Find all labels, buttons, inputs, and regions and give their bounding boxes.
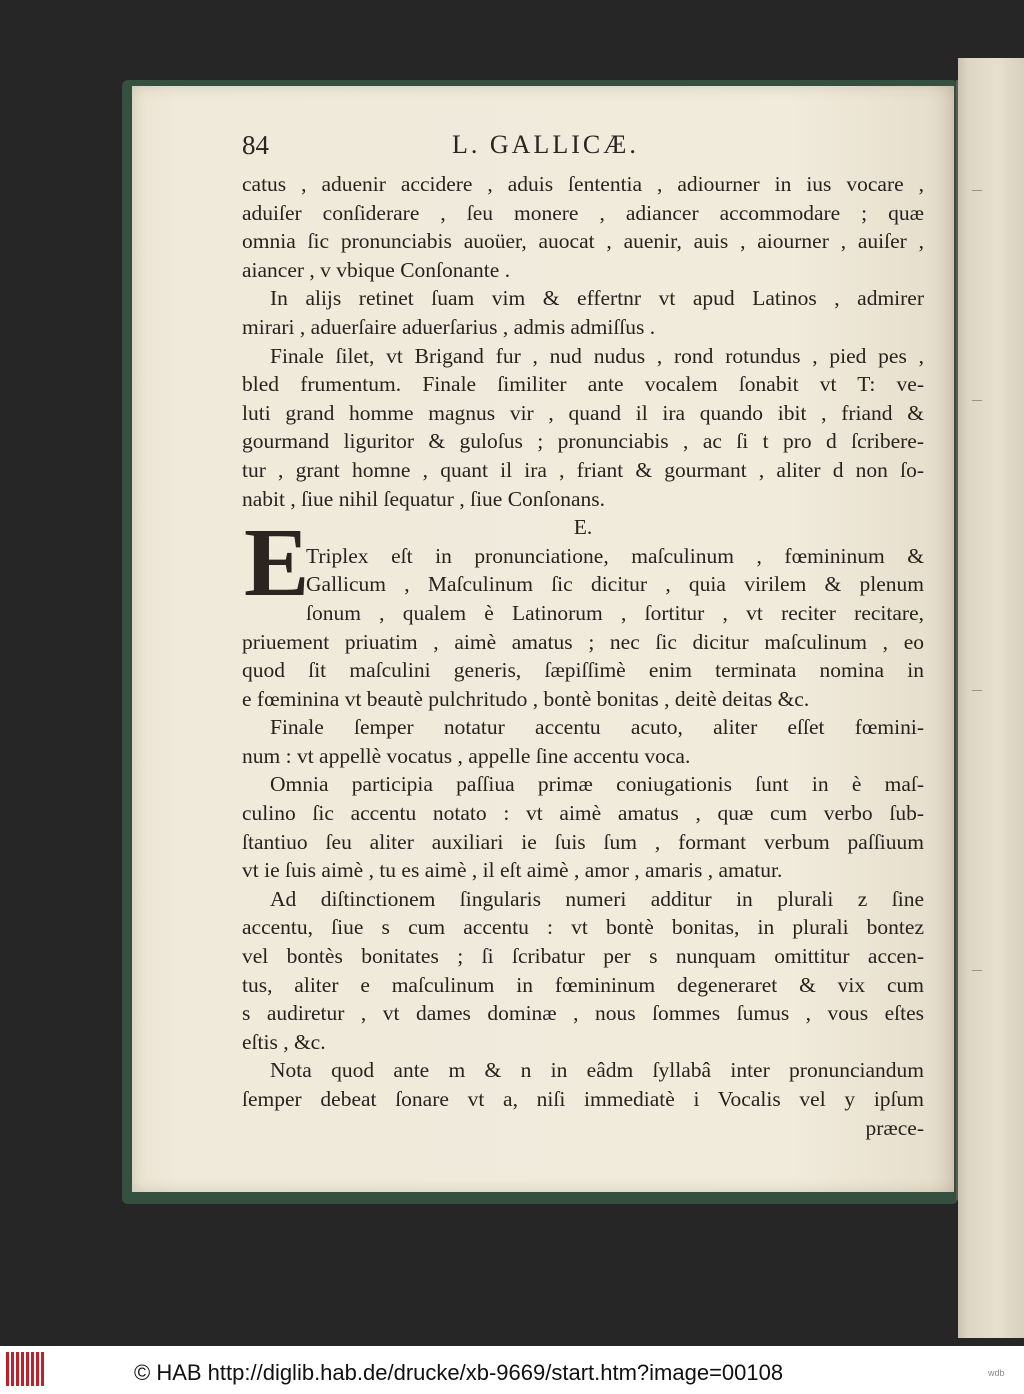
section-heading: E. bbox=[573, 515, 593, 540]
text-line: num : vt appellè vocatus , appelle ſine accentu voca. bbox=[242, 743, 691, 768]
text-line: Finale ſilet, vt Brigand fur , nud nudus , rond rotundus , pied pes , bbox=[270, 343, 924, 368]
text-line: Omnia participia paſſiua primæ coniugationis ſunt in è maſ- bbox=[270, 772, 924, 797]
text-line: quod ſit maſculini generis, ſæpiſſimè enim terminata nomina in bbox=[242, 658, 924, 683]
facing-page-edge: – – – – bbox=[958, 58, 1024, 1338]
text-line: vel bontès bonitates ; ſi ſcribatur per s nunquam omittitur accen- bbox=[242, 944, 924, 969]
text-line: priuement priuatim , aimè amatus ; nec ſic dicitur maſculinum , eo bbox=[242, 629, 924, 654]
text-line: gourmand liguritor & guloſus ; pronunciabis , ac ſi t pro d ſcribere- bbox=[242, 429, 924, 454]
text-line: Gallicum , Maſculinum ſic dicitur , quia virilem & plenum bbox=[306, 572, 924, 597]
catchword: præce- bbox=[865, 1115, 924, 1140]
text-line: tur , grant homne , quant il ira , friant & gourmant , aliter d non ſo- bbox=[242, 457, 924, 482]
copyright-url[interactable]: © HAB http://diglib.hab.de/drucke/xb-9669/start.htm?image=00108 bbox=[134, 1360, 784, 1385]
text-line: nabit , ſiue nihil ſequatur , ſiue Conſonans. bbox=[242, 486, 606, 511]
text-line: luti grand homme magnus vir , quand il ira quando ibit , friand & bbox=[242, 400, 924, 425]
text-line: ſtantiuo ſeu aliter auxiliari ie ſuis ſum , formant verbum paſſiuum bbox=[242, 829, 924, 854]
hab-logo-icon bbox=[6, 1352, 46, 1386]
text-line: aduiſer conſiderare , ſeu monere , adiancer accommodare ; quæ bbox=[242, 200, 924, 225]
running-title: L. GALLICÆ. bbox=[452, 130, 639, 159]
text-line: omnia ſic pronunciabis auoüer, auocat , auenir, auis , aiourner , auiſer , bbox=[242, 229, 924, 254]
footer-mark: wdb bbox=[988, 1368, 1005, 1378]
text-line: e fœminina vt beautè pulchritudo , bontè bonitas , deitè deitas &c. bbox=[242, 686, 810, 711]
text-line: Nota quod ante m & n in eâdm ſyllabâ inter pronunciandum bbox=[270, 1058, 924, 1083]
text-line: ſemper debeat ſonare vt a, niſi immediatè i Vocalis vel y ipſum bbox=[242, 1087, 924, 1111]
running-head bbox=[242, 130, 922, 164]
text-line: catus , aduenir accidere , aduis ſententia , adiourner in ius vocare , bbox=[242, 172, 924, 196]
text-line: culino ſic accentu notato : vt aimè amatus , quæ cum verbo ſub- bbox=[242, 801, 924, 826]
text-line: mirari , aduerſaire aduerſarius , admis admiſſus . bbox=[242, 314, 656, 339]
body-text bbox=[242, 170, 924, 1142]
text-line: tus, aliter e maſculinum in fœmininum degeneraret & vix cum bbox=[242, 972, 924, 997]
text-line: accentu, ſiue s cum accentu : vt bontè bonitas, in plurali bontez bbox=[242, 915, 924, 940]
text-line: Finale ſemper notatur accentu acuto, aliter eſſet fœmini- bbox=[270, 715, 924, 740]
text-line: s audiretur , vt dames dominæ , nous ſommes ſumus , vous eſtes bbox=[242, 1001, 924, 1026]
text-line: Triplex eſt in pronunciatione, maſculinum , fœmininum & bbox=[306, 543, 924, 568]
text-line: In alijs retinet ſuam vim & effertnr vt apud Latinos , admirer bbox=[270, 286, 924, 311]
text-line: aiancer , v vbique Conſonante . bbox=[242, 257, 511, 282]
page-number: 84 bbox=[242, 130, 269, 160]
text-line: bled frumentum. Finale ſimiliter ante vocalem ſonabit vt T: ve- bbox=[242, 372, 924, 397]
text-line: eſtis , &c. bbox=[242, 1029, 326, 1054]
text-line: ſonum , qualem è Latinorum , ſortitur , vt reciter recitare, bbox=[306, 600, 924, 625]
text-line: Ad diſtinctionem ſingularis numeri additur in plurali z ſine bbox=[270, 886, 924, 911]
text-line: vt ie ſuis aimè , tu es aimè , il eſt aimè , amor , amaris , amatur. bbox=[242, 858, 783, 883]
drop-cap: E bbox=[244, 509, 310, 617]
